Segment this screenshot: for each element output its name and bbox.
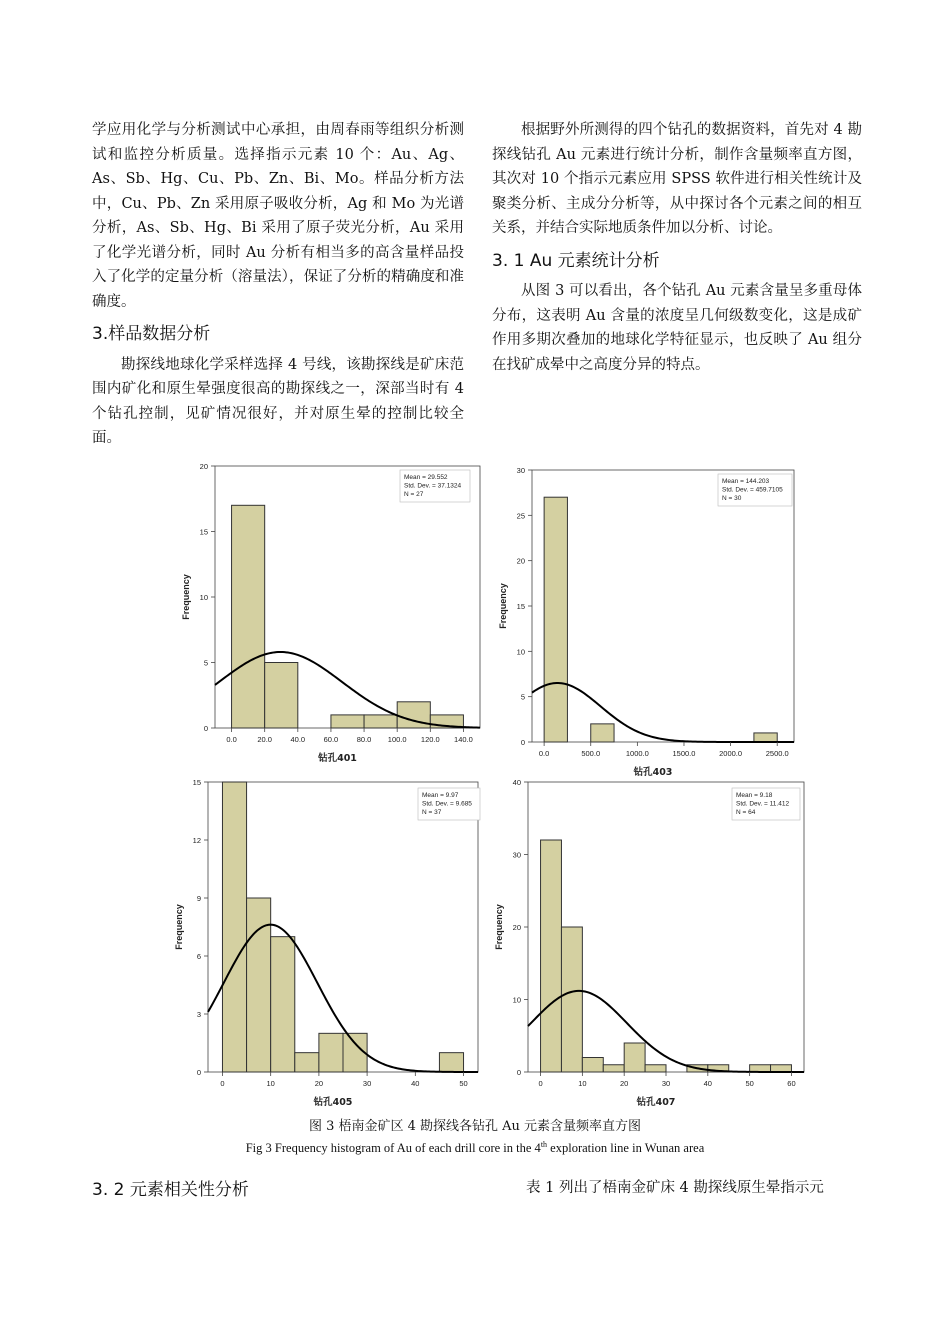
- caption-en-superscript: th: [540, 1140, 548, 1149]
- y-tick-label: 20: [199, 462, 208, 471]
- x-tick-label: 100.0: [387, 735, 407, 744]
- histogram-bar: [582, 1058, 603, 1073]
- histogram-bar: [319, 1033, 343, 1072]
- x-tick-label: 500.0: [581, 749, 601, 758]
- histogram-bar: [771, 1065, 792, 1072]
- y-tick-label: 25: [516, 511, 525, 521]
- y-tick-label: 15: [192, 778, 201, 787]
- caption-en-part-a: Fig 3 Frequency histogram of Au of each drill core in the 4: [245, 1141, 541, 1156]
- y-tick-label: 9: [196, 894, 201, 903]
- y-tick-label: 0: [196, 1068, 201, 1077]
- x-tick-label: 30: [661, 1079, 671, 1088]
- histogram-bar: [232, 505, 265, 728]
- y-tick-label: 10: [199, 593, 208, 602]
- x-tick-label: 60.0: [323, 735, 339, 744]
- y-axis-label: Frequency: [498, 583, 508, 629]
- y-tick-label: 0: [516, 1068, 521, 1077]
- x-tick-label: 140.0: [454, 735, 473, 744]
- stats-line: N = 30: [722, 495, 742, 502]
- histogram-bar: [591, 724, 614, 742]
- histogram-bar: [541, 840, 562, 1072]
- left-column: [92, 118, 464, 451]
- y-tick-label: 10: [512, 995, 521, 1005]
- stats-line: Mean = 9.97: [422, 792, 459, 799]
- stats-line: Std. Dev. = 459.7105: [722, 486, 783, 494]
- x-tick-label: 60: [787, 1079, 796, 1088]
- x-tick-label: 10: [578, 1079, 587, 1088]
- stats-line: Mean = 9.18: [736, 792, 773, 799]
- y-axis-label: Frequency: [494, 904, 504, 950]
- x-tick-label: 0.0: [226, 735, 237, 744]
- x-axis-label: 钻孔405: [313, 1097, 353, 1108]
- x-tick-label: 2000.0: [719, 749, 743, 758]
- histogram-401: [180, 462, 480, 766]
- right-paragraph-2: 从图 3 可以看出，各个钻孔 Au 元素含量呈多重母体分布，这表明 Au 含量的浓度呈几何级数变化，这是成矿作用多期次叠加的地球化学特征显示，也反映了 Au 组分在找矿成晕中之高度分异的特点。: [492, 283, 862, 373]
- caption-en-part-b: exploration line in Wunan area: [547, 1141, 705, 1156]
- y-tick-label: 5: [203, 658, 208, 668]
- y-tick-label: 20: [516, 556, 525, 566]
- histogram-bar: [624, 1043, 645, 1072]
- y-axis-label: Frequency: [174, 904, 184, 950]
- y-tick-label: 6: [196, 952, 201, 961]
- x-tick-label: 40.0: [290, 735, 306, 744]
- figure-caption-cn: 图 3 梧南金矿区 4 勘探线各钻孔 Au 元素含量频率直方图: [308, 1119, 642, 1134]
- y-tick-label: 30: [512, 850, 521, 860]
- y-tick-label: 15: [516, 602, 525, 611]
- x-tick-label: 20: [314, 1079, 324, 1088]
- y-tick-label: 20: [512, 923, 521, 932]
- x-tick-label: 120.0: [420, 735, 440, 744]
- y-tick-label: 15: [199, 527, 208, 537]
- x-tick-label: 1500.0: [672, 749, 696, 758]
- histogram-bar: [364, 715, 397, 728]
- histogram-bar: [271, 937, 295, 1072]
- x-axis-label: 钻孔407: [636, 1097, 676, 1108]
- stats-line: N = 37: [422, 809, 442, 816]
- histogram-bar: [439, 1053, 463, 1072]
- histogram-bar: [331, 715, 364, 728]
- histogram-bar: [265, 663, 298, 729]
- x-tick-label: 40: [703, 1079, 712, 1088]
- left-paragraph-2: 勘探线地球化学采样选择 4 号线，该勘探线是矿床范围内矿化和原生晕强度很高的勘探线之一，深部当时有 4 个钻孔控制，见矿情况很好，并对原生晕的控制比较全面。: [92, 356, 464, 446]
- section-heading-3-1: 3. 1 Au 元素统计分析: [492, 250, 660, 271]
- y-tick-label: 30: [516, 466, 525, 475]
- x-tick-label: 20.0: [257, 735, 272, 744]
- stats-line: N = 27: [404, 491, 424, 498]
- left-paragraph-1: 学应用化学与分析测试中心承担，由周春雨等组织分析测试和监控分析质量。选择指示元素 10 个：Au、Ag、As、Sb、Hg、Cu、Pb、Zn、Bi、Mo。样品分析方法中，Cu、Pb、Zn 采用原子吸收分析，Ag 和 Mo 为光谱分析，As、Sb、Hg、Bi 采用了原子荧光分析，Au 采用了化学光谱分析，同时 Au 分析有相当多的高含量样品投入了化学的定量分析（溶量法），保证了分析的精确度和准确度。: [92, 122, 464, 310]
- x-tick-label: 1000.0: [625, 749, 649, 758]
- histogram-407: [494, 778, 814, 1112]
- section-heading-3: 3.样品数据分析: [92, 324, 211, 344]
- x-tick-label: 20: [620, 1079, 629, 1088]
- histogram-bar: [645, 1065, 666, 1072]
- bottom-right-text: 表 1 列出了梧南金矿床 4 勘探线原生晕指示元: [526, 1180, 824, 1196]
- stats-line: Std. Dev. = 11.412: [736, 800, 790, 808]
- stats-line: Std. Dev. = 9.685: [422, 800, 472, 808]
- figure-caption-en: [0, 1140, 950, 1156]
- x-tick-label: 0: [220, 1079, 225, 1088]
- y-tick-label: 5: [520, 692, 525, 702]
- histogram-405: [174, 778, 486, 1112]
- histogram-bar: [295, 1053, 319, 1072]
- histogram-bar: [222, 782, 246, 1072]
- section-heading-3-2: 3. 2 元素相关性分析: [92, 1180, 249, 1200]
- x-tick-label: 80.0: [356, 735, 372, 744]
- x-tick-label: 10: [266, 1079, 275, 1088]
- y-tick-label: 12: [192, 836, 201, 845]
- y-tick-label: 3: [196, 1010, 201, 1019]
- x-axis-label: 钻孔403: [633, 767, 673, 778]
- x-tick-label: 0.0: [538, 749, 550, 758]
- plot-frame: [532, 470, 794, 742]
- y-tick-label: 40: [512, 778, 521, 787]
- y-tick-label: 0: [203, 724, 208, 733]
- histogram-bar: [754, 733, 777, 742]
- stats-line: Mean = 29.552: [404, 474, 448, 481]
- stats-line: Mean = 144.203: [722, 478, 770, 485]
- right-column: [492, 118, 862, 377]
- x-tick-label: 2500.0: [765, 749, 789, 758]
- x-tick-label: 30: [362, 1079, 372, 1088]
- y-axis-label: Frequency: [181, 574, 191, 620]
- histogram-403: [498, 466, 808, 776]
- y-tick-label: 0: [520, 738, 525, 747]
- x-axis-label: 钻孔401: [318, 753, 357, 764]
- right-paragraph-1: 根据野外所测得的四个钻孔的数据资料，首先对 4 勘探线钻孔 Au 元素进行统计分析，制作含量频率直方图，其次对 10 个指示元素应用 SPSS 软件进行相关性统计及聚类分析、主成分分析等，从中探讨各个元素之间的相互关系，并结合实际地质条件加以分析、讨论。: [492, 122, 862, 236]
- x-tick-label: 40: [411, 1079, 420, 1088]
- x-tick-label: 50: [459, 1079, 468, 1088]
- stats-line: N = 64: [736, 809, 756, 816]
- x-tick-label: 0: [538, 1079, 543, 1088]
- histogram-bar: [603, 1065, 624, 1072]
- y-tick-label: 10: [516, 647, 525, 657]
- stats-line: Std. Dev. = 37.1324: [404, 482, 462, 490]
- histogram-bar: [561, 927, 582, 1072]
- histogram-bar: [544, 497, 567, 742]
- x-tick-label: 50: [745, 1079, 754, 1088]
